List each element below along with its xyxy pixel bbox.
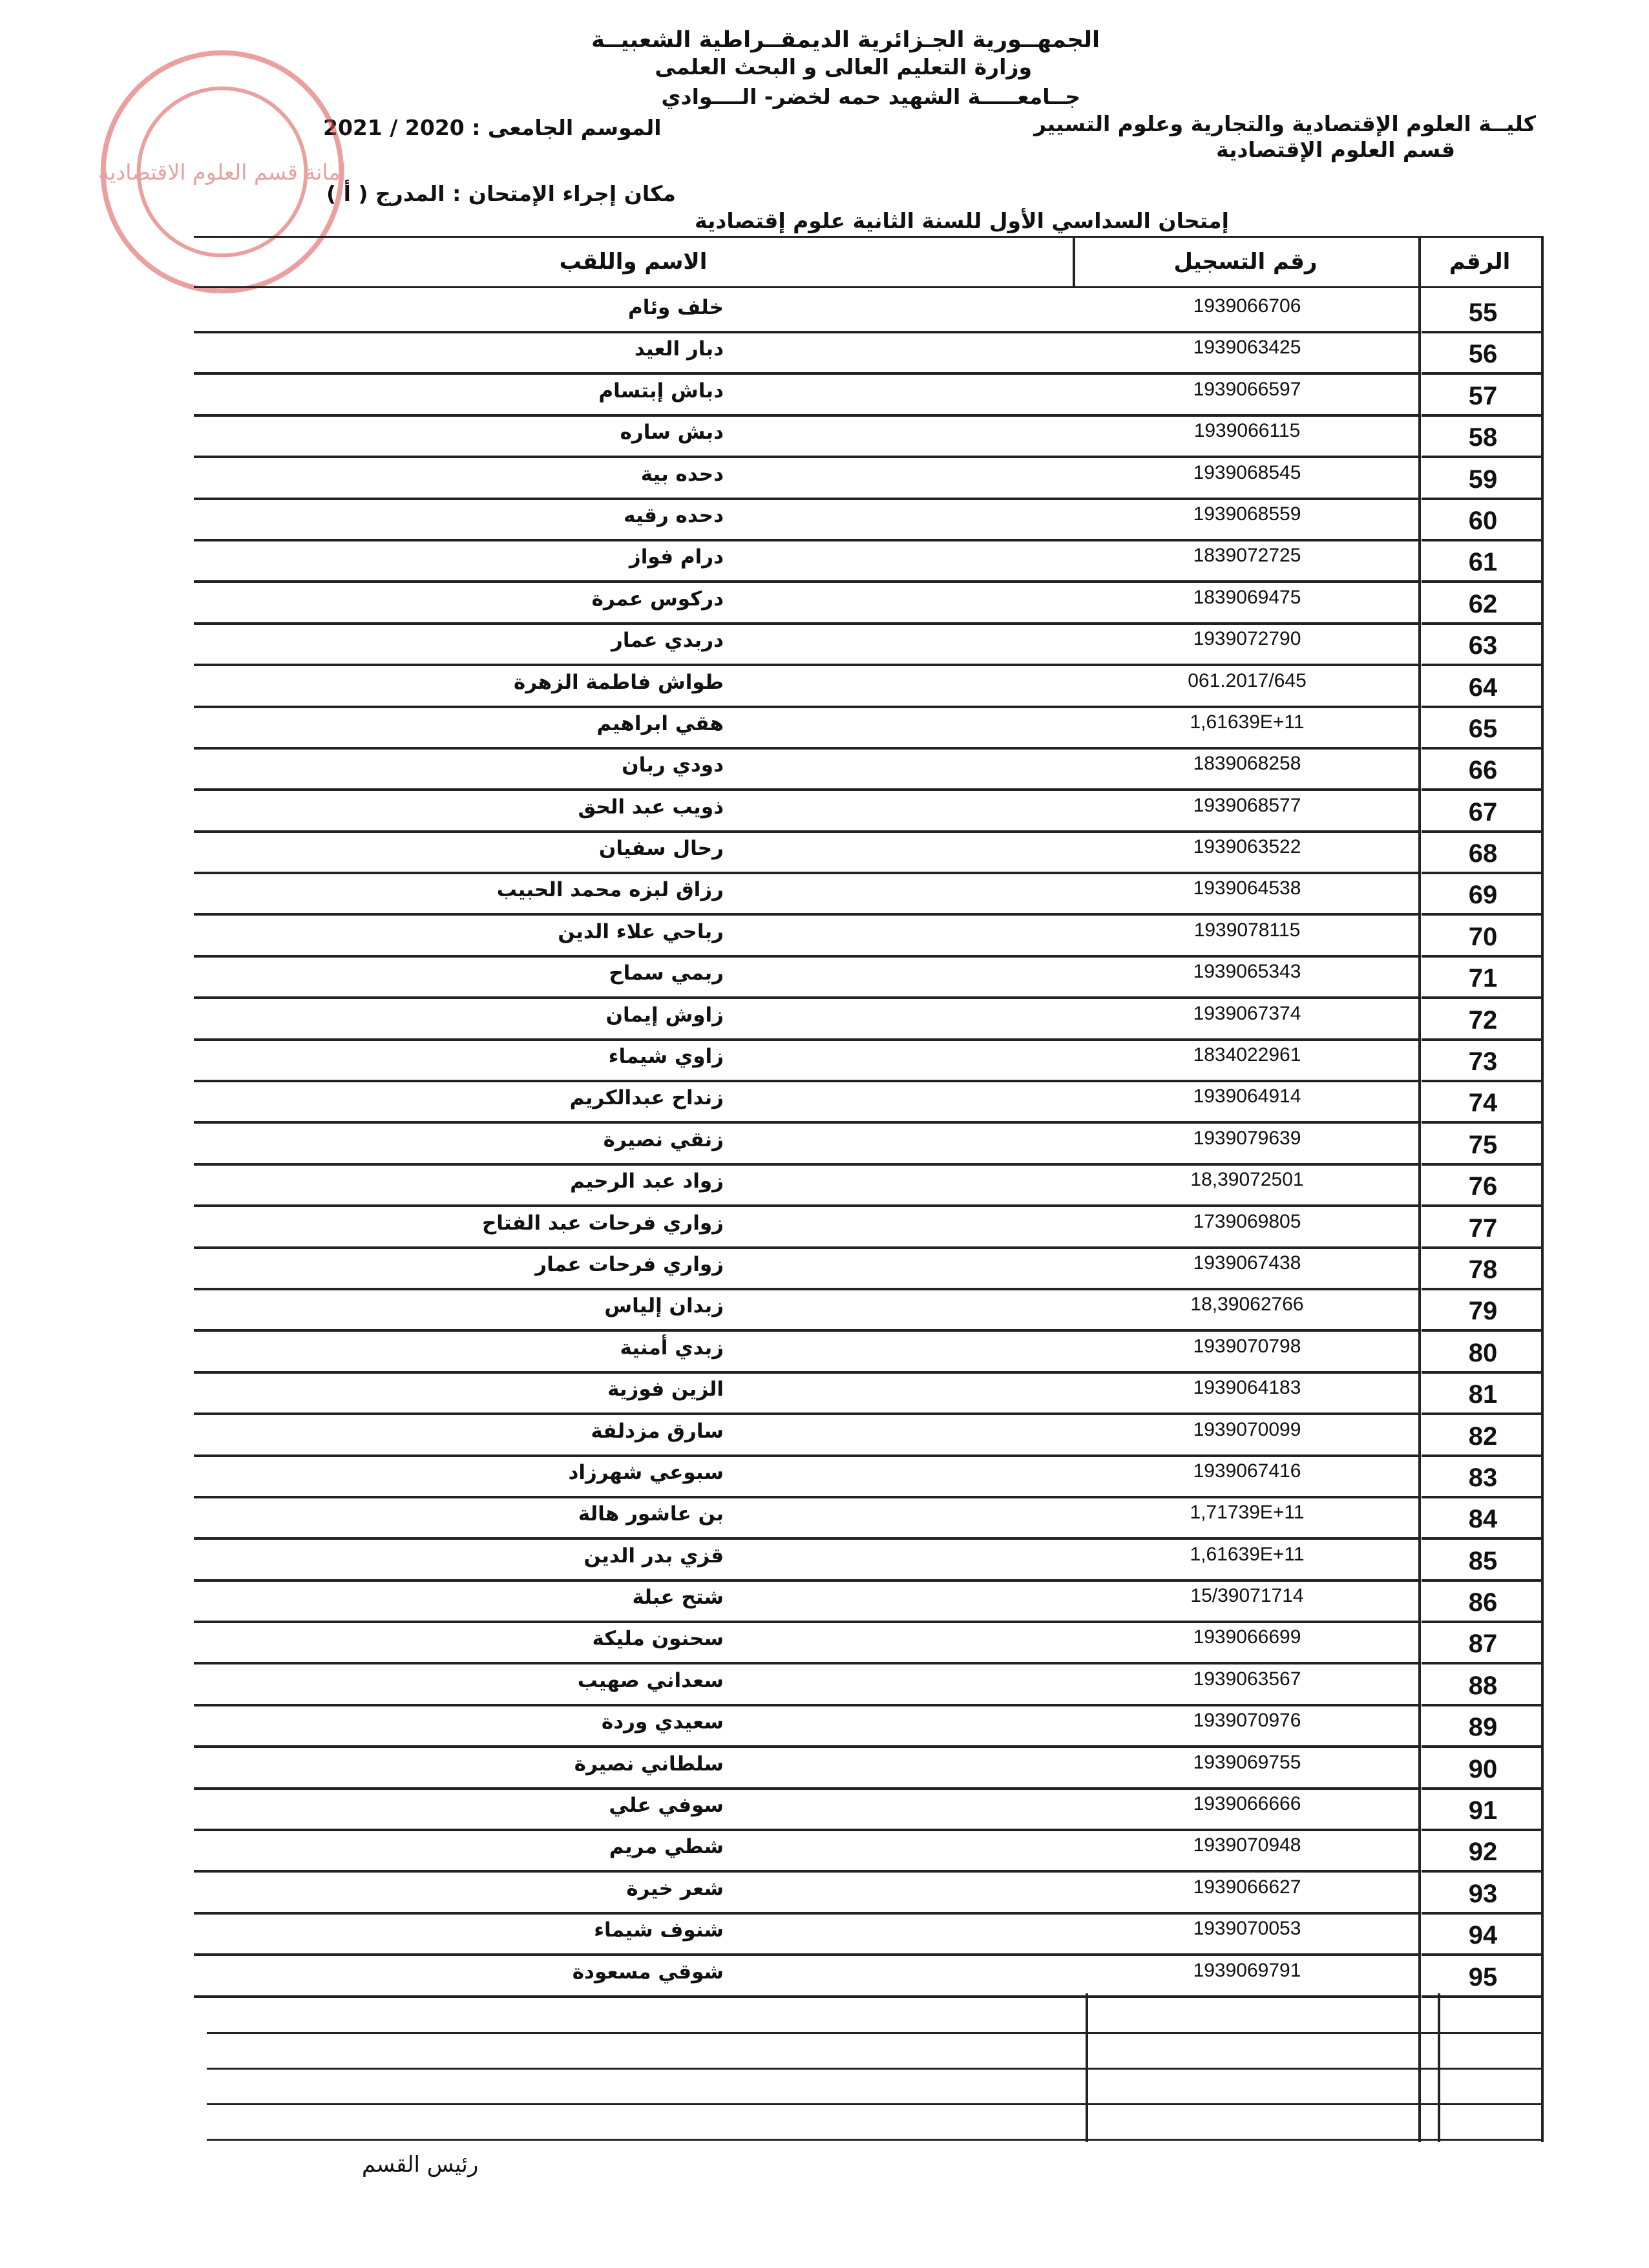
table-row xyxy=(0,707,1649,751)
student-name: شتح عبلة xyxy=(632,1586,724,1610)
row-number: 57 xyxy=(1468,381,1498,410)
registration-number: 1939066115 xyxy=(1193,420,1301,442)
student-name: هقي ابراهيم xyxy=(596,711,724,735)
student-name: زواري فرحات عبد الفتاح xyxy=(481,1211,724,1235)
empty-row-line xyxy=(207,2032,1541,2034)
registration-number: 1939067416 xyxy=(1193,1460,1301,1482)
table-row xyxy=(0,624,1649,667)
student-name: زاوي شيماء xyxy=(608,1045,724,1069)
student-name: شنوف شيماء xyxy=(594,1918,724,1942)
registration-number: 1834022961 xyxy=(1193,1044,1301,1066)
student-name: ربمي سماح xyxy=(609,961,724,985)
student-name: سعيدي وردة xyxy=(601,1710,724,1734)
table-row xyxy=(0,499,1649,543)
table-row xyxy=(0,915,1649,959)
student-name: رباحي علاء الدين xyxy=(558,919,724,943)
student-name: سبوعي شهرزاد xyxy=(568,1460,724,1484)
registration-number: 1939070798 xyxy=(1193,1335,1301,1357)
row-divider xyxy=(1422,1995,1541,1998)
row-number: 79 xyxy=(1468,1297,1498,1326)
table-row xyxy=(0,1830,1649,1874)
row-number: 92 xyxy=(1468,1838,1498,1867)
table-row xyxy=(0,1081,1649,1125)
row-number: 94 xyxy=(1468,1921,1498,1950)
ministry-title: وزارة التعليم العالى و البحث العلمى xyxy=(655,54,1032,79)
registration-number: 1939070099 xyxy=(1193,1418,1301,1440)
table-row xyxy=(0,873,1649,917)
registration-number: 1,71739E+11 xyxy=(1190,1502,1305,1524)
registration-number: 1939068577 xyxy=(1193,794,1301,816)
registration-number: 1,61639E+11 xyxy=(1190,711,1305,733)
table-row xyxy=(0,415,1649,459)
row-number: 77 xyxy=(1468,1213,1498,1243)
student-name: سوفي علي xyxy=(609,1794,724,1818)
student-name: دحده بية xyxy=(640,462,724,486)
registration-number: 1939070976 xyxy=(1193,1710,1301,1732)
empty-row-line xyxy=(207,2103,1541,2105)
faculty-title: كليــة العلوم الإقتصادية والتجارية وعلوم التسيير xyxy=(1034,111,1536,136)
table-row xyxy=(0,540,1649,584)
row-number: 70 xyxy=(1468,922,1498,951)
row-number: 61 xyxy=(1468,548,1498,577)
row-number: 91 xyxy=(1468,1796,1498,1825)
student-name: سارق مزدلفة xyxy=(591,1419,724,1443)
row-number: 65 xyxy=(1468,714,1498,743)
registration-number: 1939068559 xyxy=(1193,503,1301,525)
table-row xyxy=(0,1206,1649,1250)
table-row xyxy=(0,1872,1649,1916)
table-row xyxy=(0,1331,1649,1375)
table-row xyxy=(0,1580,1649,1624)
row-number: 78 xyxy=(1468,1255,1498,1284)
row-number: 81 xyxy=(1468,1380,1498,1409)
registration-number: 1939078115 xyxy=(1193,919,1301,941)
table-row xyxy=(0,1248,1649,1292)
registration-number: 1939063522 xyxy=(1193,836,1301,858)
row-number: 82 xyxy=(1468,1422,1498,1451)
registration-number: 1939070948 xyxy=(1193,1834,1301,1856)
student-name: دبش ساره xyxy=(620,421,724,445)
row-number: 95 xyxy=(1468,1962,1498,1991)
row-number: 80 xyxy=(1468,1338,1498,1367)
row-number: 62 xyxy=(1468,589,1498,618)
registration-number: 1939066666 xyxy=(1193,1793,1301,1815)
student-name: الزين فوزية xyxy=(607,1378,724,1402)
student-name: دبار العيد xyxy=(634,337,724,361)
academic-season: الموسم الجامعى : 2020 / 2021 xyxy=(323,115,662,140)
registration-number: 1939066699 xyxy=(1193,1626,1301,1648)
table-row xyxy=(0,998,1649,1042)
table-row xyxy=(0,748,1649,792)
row-divider xyxy=(194,1995,1418,1998)
registration-number: 1939066597 xyxy=(1193,378,1301,400)
table-row xyxy=(0,1414,1649,1458)
row-number: 64 xyxy=(1468,673,1498,702)
registration-number: 1939066627 xyxy=(1193,1876,1301,1898)
table-row xyxy=(0,666,1649,709)
university-title: جــامعـــــة الشهيد حمه لخضر- الــــوادي xyxy=(661,84,1080,109)
table-row xyxy=(0,1539,1649,1583)
registration-number: 1939064914 xyxy=(1193,1086,1301,1108)
student-name: سعداني صهيب xyxy=(577,1668,724,1692)
row-number: 74 xyxy=(1468,1089,1498,1118)
table-row xyxy=(0,1164,1649,1208)
table-row xyxy=(0,1372,1649,1416)
row-number: 93 xyxy=(1468,1879,1498,1908)
table-row xyxy=(0,956,1649,1000)
row-number: 60 xyxy=(1468,506,1498,535)
row-number: 66 xyxy=(1468,756,1498,785)
table-row xyxy=(0,1705,1649,1749)
registration-number: 1939063567 xyxy=(1193,1668,1301,1690)
exam-title: إمتحان السداسي الأول للسنة الثانية علوم إقتصادية xyxy=(695,208,1229,233)
registration-number: 1939067438 xyxy=(1193,1252,1301,1274)
row-number: 87 xyxy=(1468,1630,1498,1659)
student-table xyxy=(0,236,1649,2142)
row-number: 88 xyxy=(1468,1671,1498,1700)
table-row xyxy=(0,1622,1649,1666)
student-name: دودي ربان xyxy=(622,753,724,777)
stamp-text: امانة قسم العلوم الاقتصادية xyxy=(98,159,346,185)
table-row xyxy=(0,457,1649,501)
student-name: زنقي نصيرة xyxy=(603,1128,724,1151)
row-number: 63 xyxy=(1468,631,1498,660)
table-row xyxy=(0,1913,1649,1957)
column-header-registration: رقم التسجيل xyxy=(1173,249,1318,275)
student-name: بن عاشور هالة xyxy=(578,1502,724,1526)
registration-number: 18,39062766 xyxy=(1190,1294,1304,1316)
column-header-number: الرقم xyxy=(1449,249,1511,275)
table-row xyxy=(0,1456,1649,1500)
student-name: زنداح عبدالكريم xyxy=(569,1086,724,1110)
registration-number: 1939064183 xyxy=(1193,1377,1301,1399)
registration-number: 1739069805 xyxy=(1193,1210,1301,1232)
department-head-signature-label: رئيس القسم xyxy=(362,2152,479,2178)
row-number: 84 xyxy=(1468,1505,1498,1534)
row-number: 73 xyxy=(1468,1047,1498,1076)
student-name: رحال سفيان xyxy=(598,837,724,861)
row-number: 58 xyxy=(1468,423,1498,452)
row-number: 83 xyxy=(1468,1463,1498,1492)
row-number: 55 xyxy=(1468,299,1498,327)
student-name: قزي بدر الدين xyxy=(583,1544,724,1568)
registration-number: 1939067374 xyxy=(1193,1002,1301,1024)
student-name: شوقي مسعودة xyxy=(572,1960,724,1984)
row-number: 72 xyxy=(1468,1005,1498,1034)
student-name: زبدي أمنية xyxy=(620,1336,724,1360)
registration-number: 1939063425 xyxy=(1193,337,1301,359)
student-name: زاوش إيمان xyxy=(605,1003,724,1027)
table-row xyxy=(0,1747,1649,1791)
table-row xyxy=(0,374,1649,418)
table-row xyxy=(0,1664,1649,1708)
table-row xyxy=(0,1955,1649,1999)
table-row xyxy=(0,790,1649,834)
student-name: شعر خيرة xyxy=(626,1876,724,1900)
row-number: 67 xyxy=(1468,797,1498,826)
student-name: دحده رقيه xyxy=(624,503,724,527)
row-number: 68 xyxy=(1468,839,1498,868)
table-row xyxy=(0,832,1649,876)
student-name: درام فواز xyxy=(629,545,724,569)
student-name: ذويب عبد الحق xyxy=(578,795,724,819)
student-name: دباش إبتسام xyxy=(598,379,724,403)
registration-number: 1939066706 xyxy=(1193,295,1301,317)
table-row xyxy=(0,1789,1649,1832)
department-title: قسم العلوم الإقتصادية xyxy=(1216,137,1455,162)
exam-venue: مكان إجراء الإمتحان : المدرج ( أ ) xyxy=(326,181,676,206)
table-row xyxy=(0,1497,1649,1541)
registration-number: 1939068545 xyxy=(1193,461,1301,483)
registration-number: 1939072790 xyxy=(1193,628,1301,650)
student-name: طواش فاطمة الزهرة xyxy=(514,670,724,694)
republic-title: الجمهــورية الجـزائرية الديمقــراطية الشعبيــة xyxy=(591,27,1100,53)
row-number: 85 xyxy=(1468,1546,1498,1575)
registration-number: 1939079639 xyxy=(1193,1127,1301,1149)
row-number: 69 xyxy=(1468,881,1498,910)
student-name: شطي مريم xyxy=(609,1835,724,1859)
registration-number: 1939064538 xyxy=(1193,877,1301,899)
row-number: 59 xyxy=(1468,465,1498,494)
student-name: رزاق لبزه محمد الحبيب xyxy=(496,878,724,902)
registration-number: 1939069755 xyxy=(1193,1751,1301,1773)
row-number: 90 xyxy=(1468,1754,1498,1783)
empty-row-line xyxy=(207,2139,1541,2141)
table-row xyxy=(0,582,1649,626)
table-row xyxy=(0,1123,1649,1167)
student-name: زواري فرحات عمار xyxy=(535,1252,724,1276)
column-header-name: الاسم واللقب xyxy=(559,249,708,275)
empty-row-line xyxy=(207,2068,1541,2070)
registration-number: 1939070053 xyxy=(1193,1918,1301,1940)
table-row xyxy=(0,1289,1649,1333)
table-row xyxy=(0,291,1649,335)
student-name: زبدان إلياس xyxy=(604,1294,724,1318)
registration-number: 15/39071714 xyxy=(1190,1585,1304,1607)
registration-number: 18,39072501 xyxy=(1190,1169,1304,1191)
registration-number: 1839072725 xyxy=(1193,545,1301,567)
registration-number: 1839069475 xyxy=(1193,586,1301,608)
registration-number: 1939069791 xyxy=(1193,1959,1301,1981)
student-name: دركوس عمرة xyxy=(591,587,724,611)
row-number: 56 xyxy=(1468,340,1498,369)
student-name: خلف وئام xyxy=(628,296,724,319)
row-number: 86 xyxy=(1468,1588,1498,1617)
table-row xyxy=(0,332,1649,376)
student-name: سحنون مليكة xyxy=(592,1627,724,1651)
row-number: 76 xyxy=(1468,1172,1498,1201)
table-row xyxy=(0,1040,1649,1084)
registration-number: 061.2017/645 xyxy=(1188,669,1307,691)
student-name: دربدي عمار xyxy=(611,629,724,653)
registration-number: 1939065343 xyxy=(1193,961,1301,983)
row-number: 89 xyxy=(1468,1713,1498,1742)
row-number: 75 xyxy=(1468,1130,1498,1159)
registration-number: 1,61639E+11 xyxy=(1190,1543,1305,1565)
student-name: زواد عبد الرحيم xyxy=(570,1170,724,1193)
registration-number: 1839068258 xyxy=(1193,753,1301,775)
student-name: سلطاني نصيرة xyxy=(574,1752,724,1776)
row-number: 71 xyxy=(1468,964,1498,993)
